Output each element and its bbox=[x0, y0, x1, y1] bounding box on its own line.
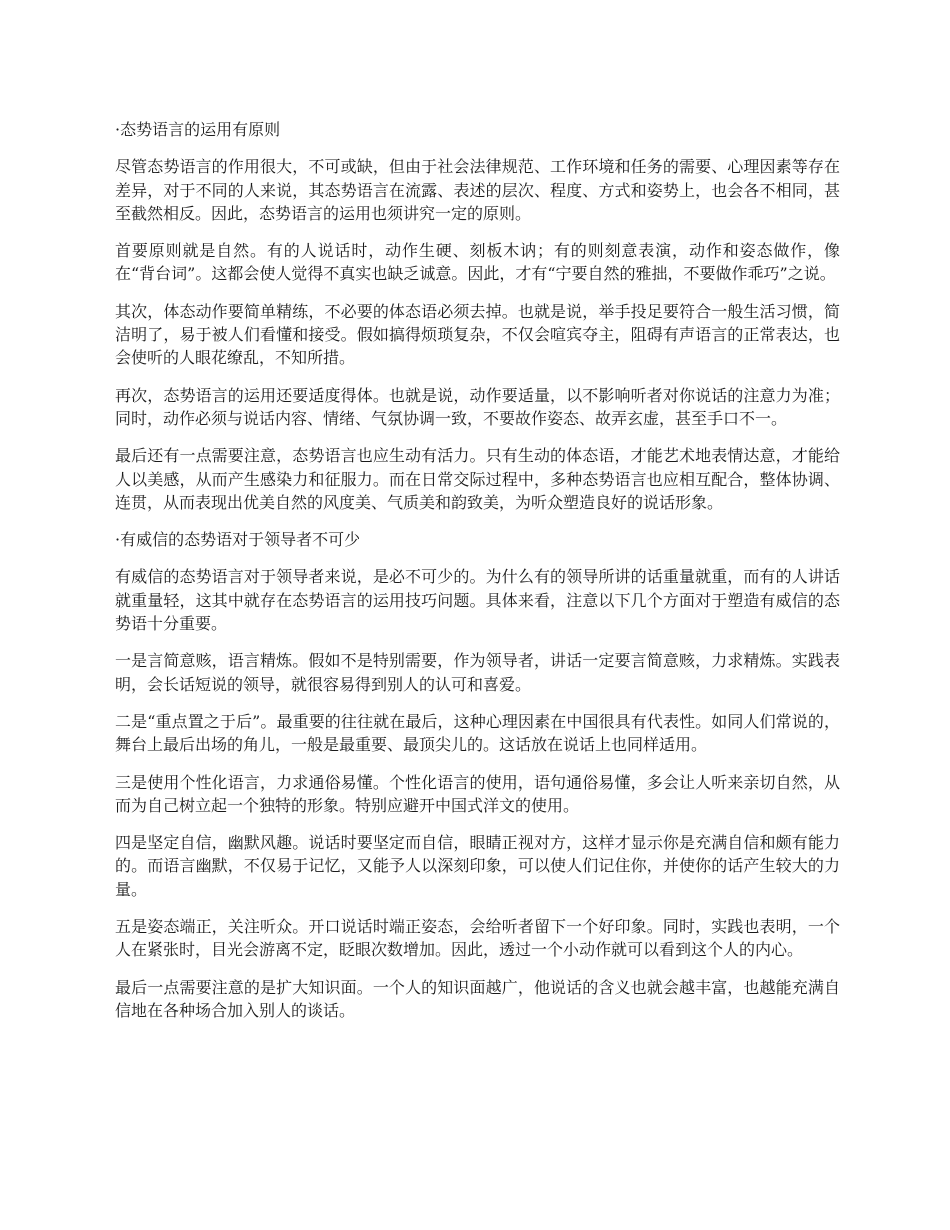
paragraph: 其次，体态动作要简单精练，不必要的体态语必须去掉。也就是说，举手投足要符合一般生活习惯，简洁明了，易于被人们看懂和接受。假如搞得烦琐复杂，不仅会喧宾夺主，阻碍有声语言的正常表达，也会使听的人眼花缭乱，不知所措。 bbox=[115, 301, 840, 368]
paragraph: 一是言简意赅，语言精炼。假如不是特别需要，作为领导者，讲话一定要言简意赅，力求精炼。实践表明，会长话短说的领导，就很容易得到别人的认可和喜爱。 bbox=[115, 651, 840, 694]
paragraph: 首要原则就是自然。有的人说话时，动作生硬、刻板木讷；有的则刻意表演，动作和姿态做作，像在“背台词”。这都会使人觉得不真实也缺乏诚意。因此，才有“宁要自然的雅拙，不要做作乖巧”之说。 bbox=[115, 241, 840, 284]
paragraph: 尽管态势语言的作用很大，不可或缺，但由于社会法律规范、工作环境和任务的需要、心理因素等存在差异，对于不同的人来说，其态势语言在流露、表述的层次、程度、方式和姿势上，也会各不相同，甚至截然相反。因此，态势语言的运用也须讲究一定的原则。 bbox=[115, 157, 840, 223]
paragraph: 四是坚定自信，幽默风趣。说话时要坚定而自信，眼睛正视对方，这样才显示你是充满自信和颇有能力的。而语言幽默，不仅易于记忆，又能予人以深刻印象，可以使人们记住你，并使你的话产生较大的力量。 bbox=[115, 833, 840, 899]
section-heading-principles: ·态势语言的运用有原则 bbox=[115, 120, 281, 139]
section-heading-leaders: ·有威信的态势语对于领导者不可少 bbox=[115, 530, 361, 550]
paragraph: 五是姿态端正，关注听众。开口说话时端正姿态，会给听者留下一个好印象。同时，实践也表明，一个人在紧张时，目光会游离不定，眨眼次数增加。因此，透过一个小动作就可以看到这个人的内心。 bbox=[115, 917, 840, 960]
paragraph: 再次，态势语言的运用还要适度得体。也就是说，动作要适量，以不影响听者对你说话的注意力为准；同时，动作必须与说话内容、情绪、气氛协调一致，不要故作姿态、故弄玄虚，甚至手口不一。 bbox=[115, 385, 840, 428]
paragraph: 三是使用个性化语言，力求通俗易懂。个性化语言的使用，语句通俗易懂，多会让人听来亲切自然，从而为自己树立起一个独特的形象。特别应避开中国式洋文的使用。 bbox=[115, 772, 840, 815]
paragraph: 二是“重点置之于后”。最重要的往往就在最后，这种心理因素在中国很具有代表性。如同人们常说的，舞台上最后出场的角儿，一般是最重要、最顶尖儿的。这话放在说话上也同样适用。 bbox=[115, 711, 840, 755]
paragraph: 最后还有一点需要注意，态势语言也应生动有活力。只有生动的体态语，才能艺术地表情达意，才能给人以美感，从而产生感染力和征服力。而在日常交际过程中，多种态势语言也应相互配合，整体协调、连贯，从而表现出优美自然的风度美、气质美和韵致美，为听众塑造良好的说话形象。 bbox=[115, 446, 840, 512]
paragraph: 最后一点需要注意的是扩大知识面。一个人的知识面越广，他说话的含义也就会越丰富，也越能充满自信地在各种场合加入别人的谈话。 bbox=[115, 977, 840, 1020]
paragraph: 有威信的态势语言对于领导者来说，是必不可少的。为什么有的领导所讲的话重量就重，而有的人讲话就重量轻，这其中就存在态势语言的运用技巧问题。具体来看，注意以下几个方面对于塑造有威信的态势语十分重要。 bbox=[115, 567, 840, 634]
document-page bbox=[115, 118, 840, 1036]
